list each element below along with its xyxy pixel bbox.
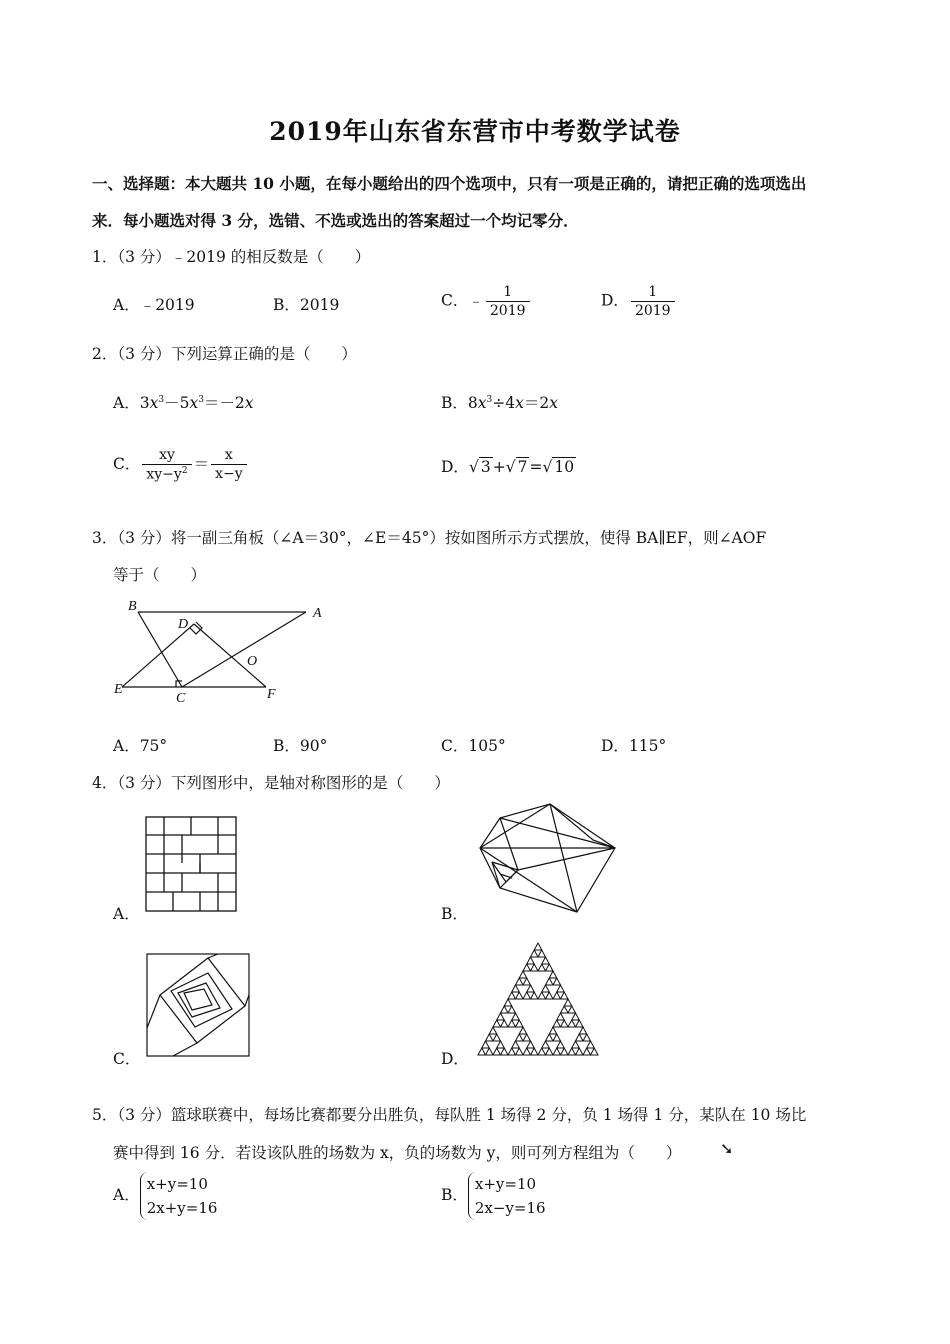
q2-option-a: A．$3x^3-5x^3=-2x$ <box>113 394 254 412</box>
q4-figure-d-sierpinski <box>477 942 599 1056</box>
q5-option-b-label: B． <box>441 1186 468 1204</box>
q5-option-a <box>113 1172 217 1220</box>
fig-label-b: B <box>128 599 137 614</box>
cursor-arrow-icon: ➘ <box>720 1139 734 1158</box>
question-5-stem-line1: 5．（3 分）篮球联赛中，每场比赛都要分出胜负，每队胜 1 场得 2 分，负 1 场得 1 分，某队在 10 场比 <box>92 1106 807 1124</box>
section-instructions-line1: 一、选择题：本大题共 10 小题，在每小题给出的四个选项中，只有一项是正确的，请把正确的选项选出 <box>92 174 807 193</box>
q1-option-d <box>601 284 677 319</box>
question-3-stem-line1: 3．（3 分）将一副三角板（∠A＝30°，∠E＝45°）按如图所示方式摆放，使得 BA∥EF，则∠AOF <box>92 529 767 547</box>
q1-option-d-fraction <box>631 284 675 319</box>
section-instructions-line2: 来．每小题选对得 3 分，选错、不选或选出的答案超过一个均记零分． <box>92 211 579 230</box>
q5-b-eq1: x+y=10 <box>474 1175 537 1193</box>
fig-label-o: O <box>247 654 258 669</box>
q2-option-a-label: A． <box>113 394 140 412</box>
q4-figure-c <box>146 953 250 1057</box>
q4-figure-a <box>145 816 237 912</box>
fig-label-e: E <box>114 682 123 697</box>
fig-label-f: F <box>267 687 276 702</box>
q1-d-denominator: 2019 <box>634 303 671 319</box>
question-1-stem: 1．（3 分）﹣2019 的相反数是（ ） <box>92 248 371 266</box>
q4-option-b-label: B． <box>441 905 468 923</box>
q2-option-b: B．$8x^3\div 4x=2x$ <box>441 394 558 412</box>
q1-option-c <box>441 284 532 319</box>
q3-option-b: B．90° <box>273 737 328 755</box>
q1-option-a: A．﹣2019 <box>113 296 195 314</box>
fig-label-d: D <box>178 617 189 632</box>
q4-option-d-label: D． <box>441 1050 469 1068</box>
q5-option-b <box>441 1172 546 1220</box>
q5-option-a-label: A． <box>113 1186 140 1204</box>
q2-option-d: D．√ 3 +√ 7 =√ 10 <box>441 458 575 476</box>
q2-option-c-label: C． <box>113 454 141 473</box>
question-4-stem: 4．（3 分）下列图形中，是轴对称图形的是（ ） <box>92 774 450 792</box>
question-5-stem-line2: 赛中得到 16 分．若设该队胜的场数为 x，负的场数为 y，则可列方程组为（ ） <box>113 1144 682 1162</box>
q2-option-d-label: D． <box>441 458 469 476</box>
question-3-stem-line2: 等于（ ） <box>113 566 207 584</box>
q2-c-right-fraction: $\frac{x}{x-y}$ <box>211 447 247 482</box>
q1-d-numerator: 1 <box>631 284 675 302</box>
q1-option-c-sign: ﹣ <box>468 291 484 310</box>
q3-triangle-figure <box>110 598 330 708</box>
q4-option-a-label: A． <box>113 905 140 923</box>
fig-label-c: C <box>176 691 186 706</box>
q1-option-d-label: D． <box>601 291 629 310</box>
q1-option-b: B．2019 <box>273 296 340 314</box>
q5-a-equation-system <box>140 1172 218 1220</box>
q3-option-a: A．75° <box>113 737 168 755</box>
q4-option-c-label: C． <box>113 1050 141 1068</box>
q2-c-left-fraction: $\frac{xy}{xy-y^2}$ <box>142 447 191 483</box>
q5-b-eq2: 2x−y=16 <box>474 1199 546 1217</box>
q1-option-c-label: C． <box>441 291 469 310</box>
question-2-stem: 2．（3 分）下列运算正确的是（ ） <box>92 345 357 363</box>
q4-figure-b <box>470 802 616 914</box>
fig-label-a: A <box>313 606 322 621</box>
page-title: 2019年山东省东营市中考数学试卷 <box>269 117 681 146</box>
q5-a-eq1: x+y=10 <box>146 1175 208 1193</box>
q2-option-c: C． $\frac{xy}{xy-y^2}$ ＝ $\frac{x}{x-y}$ <box>113 447 249 483</box>
q5-a-eq2: 2x+y=16 <box>146 1199 218 1217</box>
q3-option-c: C．105° <box>441 737 506 755</box>
q1-option-c-fraction <box>486 284 530 319</box>
q1-c-numerator: 1 <box>486 284 530 302</box>
q1-c-denominator: 2019 <box>489 303 526 319</box>
q3-option-d: D．115° <box>601 737 667 755</box>
q5-b-equation-system <box>468 1172 546 1220</box>
q2-option-b-label: B． <box>441 394 468 412</box>
